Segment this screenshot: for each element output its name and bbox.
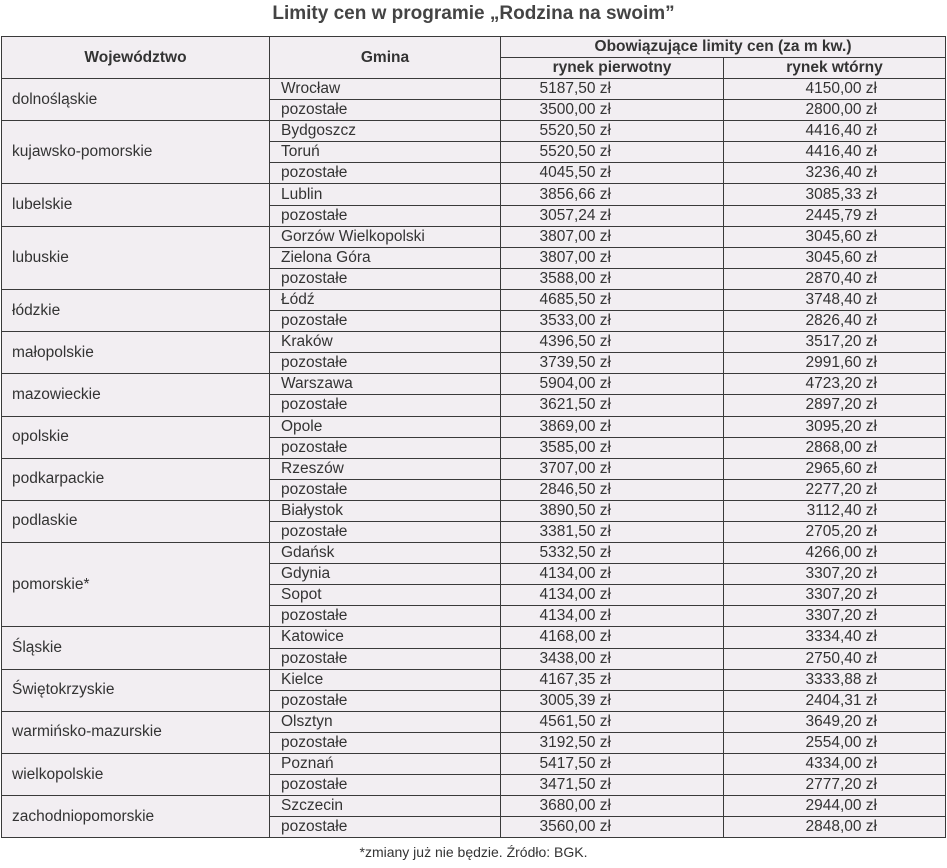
rynek-pierwotny-cell: 3856,66 zł — [501, 184, 724, 205]
rynek-wtorny-cell: 3112,40 zł — [724, 500, 946, 521]
rynek-wtorny-cell: 3333,88 zł — [724, 669, 946, 690]
gmina-cell: pozostałe — [270, 437, 501, 458]
rynek-pierwotny-cell: 3192,50 zł — [501, 732, 724, 753]
table-row — [2, 458, 946, 479]
gmina-cell: Bydgoszcz — [270, 121, 501, 142]
rynek-wtorny-cell: 3095,20 zł — [724, 416, 946, 437]
wojewodztwo-cell: Śląskie — [2, 627, 270, 669]
gmina-cell: Wrocław — [270, 79, 501, 100]
rynek-pierwotny-cell: 5187,50 zł — [501, 79, 724, 100]
rynek-wtorny-cell: 3334,40 zł — [724, 627, 946, 648]
gmina-cell: Olsztyn — [270, 711, 501, 732]
gmina-cell: pozostałe — [270, 775, 501, 796]
rynek-pierwotny-cell: 3680,00 zł — [501, 796, 724, 817]
wojewodztwo-cell: lubelskie — [2, 184, 270, 226]
gmina-cell: pozostałe — [270, 353, 501, 374]
gmina-cell: Toruń — [270, 142, 501, 163]
rynek-wtorny-cell: 2965,60 zł — [724, 458, 946, 479]
rynek-pierwotny-cell: 4396,50 zł — [501, 332, 724, 353]
rynek-pierwotny-cell: 4685,50 zł — [501, 289, 724, 310]
table-row — [2, 711, 946, 732]
header-wojewodztwo: Województwo — [2, 37, 270, 79]
gmina-cell: pozostałe — [270, 648, 501, 669]
rynek-wtorny-cell: 3307,20 zł — [724, 585, 946, 606]
gmina-cell: Opole — [270, 416, 501, 437]
rynek-wtorny-cell: 2944,00 zł — [724, 796, 946, 817]
gmina-cell: Gdańsk — [270, 543, 501, 564]
wojewodztwo-cell: podkarpackie — [2, 458, 270, 500]
wojewodztwo-cell: pomorskie* — [2, 543, 270, 627]
rynek-wtorny-cell: 3307,20 zł — [724, 564, 946, 585]
gmina-cell: Łódź — [270, 289, 501, 310]
gmina-cell: pozostałe — [270, 690, 501, 711]
header-limits: Obowiązujące limity cen (za m kw.) — [501, 37, 946, 58]
rynek-pierwotny-cell: 4045,50 zł — [501, 163, 724, 184]
table-row — [2, 184, 946, 205]
rynek-wtorny-cell: 3085,33 zł — [724, 184, 946, 205]
wojewodztwo-cell: mazowieckie — [2, 374, 270, 416]
gmina-cell: pozostałe — [270, 732, 501, 753]
table-row — [2, 669, 946, 690]
rynek-pierwotny-cell: 3890,50 zł — [501, 500, 724, 521]
gmina-cell: pozostałe — [270, 606, 501, 627]
rynek-wtorny-cell: 2277,20 zł — [724, 479, 946, 500]
rynek-wtorny-cell: 3307,20 zł — [724, 606, 946, 627]
gmina-cell: Gdynia — [270, 564, 501, 585]
table-row — [2, 754, 946, 775]
price-limits-table — [1, 36, 946, 838]
gmina-cell: Warszawa — [270, 374, 501, 395]
wojewodztwo-cell: warmińsko-mazurskie — [2, 711, 270, 753]
rynek-pierwotny-cell: 3807,00 zł — [501, 226, 724, 247]
rynek-pierwotny-cell: 2846,50 zł — [501, 479, 724, 500]
rynek-pierwotny-cell: 4168,00 zł — [501, 627, 724, 648]
header-rynek-wtorny: rynek wtórny — [724, 58, 946, 79]
wojewodztwo-cell: łódzkie — [2, 289, 270, 331]
rynek-wtorny-cell: 2777,20 zł — [724, 775, 946, 796]
wojewodztwo-cell: Świętokrzyskie — [2, 669, 270, 711]
rynek-pierwotny-cell: 3869,00 zł — [501, 416, 724, 437]
table-row — [2, 796, 946, 817]
rynek-wtorny-cell: 2750,40 zł — [724, 648, 946, 669]
table-row — [2, 226, 946, 247]
wojewodztwo-cell: lubuskie — [2, 226, 270, 289]
gmina-cell: pozostałe — [270, 395, 501, 416]
gmina-cell: Szczecin — [270, 796, 501, 817]
gmina-cell: Białystok — [270, 500, 501, 521]
rynek-wtorny-cell: 3236,40 zł — [724, 163, 946, 184]
gmina-cell: pozostałe — [270, 163, 501, 184]
wojewodztwo-cell: podlaskie — [2, 500, 270, 542]
gmina-cell: pozostałe — [270, 268, 501, 289]
rynek-pierwotny-cell: 3471,50 zł — [501, 775, 724, 796]
header-gmina: Gmina — [270, 37, 501, 79]
gmina-cell: Lublin — [270, 184, 501, 205]
rynek-pierwotny-cell: 3381,50 zł — [501, 521, 724, 542]
rynek-wtorny-cell: 2705,20 zł — [724, 521, 946, 542]
rynek-wtorny-cell: 3649,20 zł — [724, 711, 946, 732]
gmina-cell: pozostałe — [270, 479, 501, 500]
rynek-pierwotny-cell: 3585,00 zł — [501, 437, 724, 458]
gmina-cell: Katowice — [270, 627, 501, 648]
rynek-pierwotny-cell: 5332,50 zł — [501, 543, 724, 564]
rynek-pierwotny-cell: 3005,39 zł — [501, 690, 724, 711]
gmina-cell: pozostałe — [270, 205, 501, 226]
rynek-pierwotny-cell: 3739,50 zł — [501, 353, 724, 374]
rynek-pierwotny-cell: 3438,00 zł — [501, 648, 724, 669]
table-row — [2, 500, 946, 521]
rynek-pierwotny-cell: 3621,50 zł — [501, 395, 724, 416]
gmina-cell: Sopot — [270, 585, 501, 606]
gmina-cell: Poznań — [270, 754, 501, 775]
gmina-cell: Rzeszów — [270, 458, 501, 479]
rynek-wtorny-cell: 3045,60 zł — [724, 226, 946, 247]
rynek-wtorny-cell: 3517,20 zł — [724, 332, 946, 353]
table-row — [2, 374, 946, 395]
table-row — [2, 416, 946, 437]
rynek-wtorny-cell: 2445,79 zł — [724, 205, 946, 226]
gmina-cell: Kraków — [270, 332, 501, 353]
rynek-pierwotny-cell: 3533,00 zł — [501, 311, 724, 332]
rynek-wtorny-cell: 2800,00 zł — [724, 100, 946, 121]
gmina-cell: pozostałe — [270, 311, 501, 332]
gmina-cell: pozostałe — [270, 521, 501, 542]
wojewodztwo-cell: małopolskie — [2, 332, 270, 374]
rynek-wtorny-cell: 4150,00 zł — [724, 79, 946, 100]
rynek-wtorny-cell: 4334,00 zł — [724, 754, 946, 775]
wojewodztwo-cell: opolskie — [2, 416, 270, 458]
rynek-pierwotny-cell: 3588,00 zł — [501, 268, 724, 289]
gmina-cell: pozostałe — [270, 817, 501, 838]
rynek-pierwotny-cell: 3807,00 zł — [501, 247, 724, 268]
rynek-wtorny-cell: 2991,60 zł — [724, 353, 946, 374]
footnote: *zmiany już nie będzie. Źródło: BGK. — [359, 844, 588, 860]
table-row — [2, 543, 946, 564]
table-row — [2, 289, 946, 310]
rynek-wtorny-cell: 2897,20 zł — [724, 395, 946, 416]
rynek-wtorny-cell: 2870,40 zł — [724, 268, 946, 289]
rynek-pierwotny-cell: 4167,35 zł — [501, 669, 724, 690]
rynek-pierwotny-cell: 5520,50 zł — [501, 142, 724, 163]
wojewodztwo-cell: wielkopolskie — [2, 754, 270, 796]
rynek-pierwotny-cell: 4561,50 zł — [501, 711, 724, 732]
rynek-wtorny-cell: 3045,60 zł — [724, 247, 946, 268]
rynek-wtorny-cell: 2848,00 zł — [724, 817, 946, 838]
gmina-cell: Kielce — [270, 669, 501, 690]
table-row — [2, 79, 946, 100]
table-body — [2, 79, 946, 838]
rynek-wtorny-cell: 2554,00 zł — [724, 732, 946, 753]
table-row — [2, 121, 946, 142]
table-row — [2, 332, 946, 353]
gmina-cell: Zielona Góra — [270, 247, 501, 268]
gmina-cell: pozostałe — [270, 100, 501, 121]
rynek-pierwotny-cell: 4134,00 zł — [501, 585, 724, 606]
rynek-pierwotny-cell: 5904,00 zł — [501, 374, 724, 395]
rynek-wtorny-cell: 4416,40 zł — [724, 142, 946, 163]
rynek-pierwotny-cell: 3500,00 zł — [501, 100, 724, 121]
wojewodztwo-cell: dolnośląskie — [2, 79, 270, 121]
rynek-wtorny-cell: 3748,40 zł — [724, 289, 946, 310]
rynek-pierwotny-cell: 4134,00 zł — [501, 564, 724, 585]
rynek-pierwotny-cell: 4134,00 zł — [501, 606, 724, 627]
table-row — [2, 627, 946, 648]
rynek-pierwotny-cell: 5520,50 zł — [501, 121, 724, 142]
rynek-wtorny-cell: 2404,31 zł — [724, 690, 946, 711]
rynek-pierwotny-cell: 5417,50 zł — [501, 754, 724, 775]
rynek-wtorny-cell: 4266,00 zł — [724, 543, 946, 564]
wojewodztwo-cell: kujawsko-pomorskie — [2, 121, 270, 184]
rynek-wtorny-cell: 4416,40 zł — [724, 121, 946, 142]
rynek-wtorny-cell: 4723,20 zł — [724, 374, 946, 395]
rynek-wtorny-cell: 2826,40 zł — [724, 311, 946, 332]
rynek-pierwotny-cell: 3057,24 zł — [501, 205, 724, 226]
wojewodztwo-cell: zachodniopomorskie — [2, 796, 270, 838]
page-title: Limity cen w programie „Rodzina na swoim” — [272, 3, 675, 24]
header-rynek-pierwotny: rynek pierwotny — [501, 58, 724, 79]
gmina-cell: Gorzów Wielkopolski — [270, 226, 501, 247]
rynek-wtorny-cell: 2868,00 zł — [724, 437, 946, 458]
rynek-pierwotny-cell: 3560,00 zł — [501, 817, 724, 838]
rynek-pierwotny-cell: 3707,00 zł — [501, 458, 724, 479]
